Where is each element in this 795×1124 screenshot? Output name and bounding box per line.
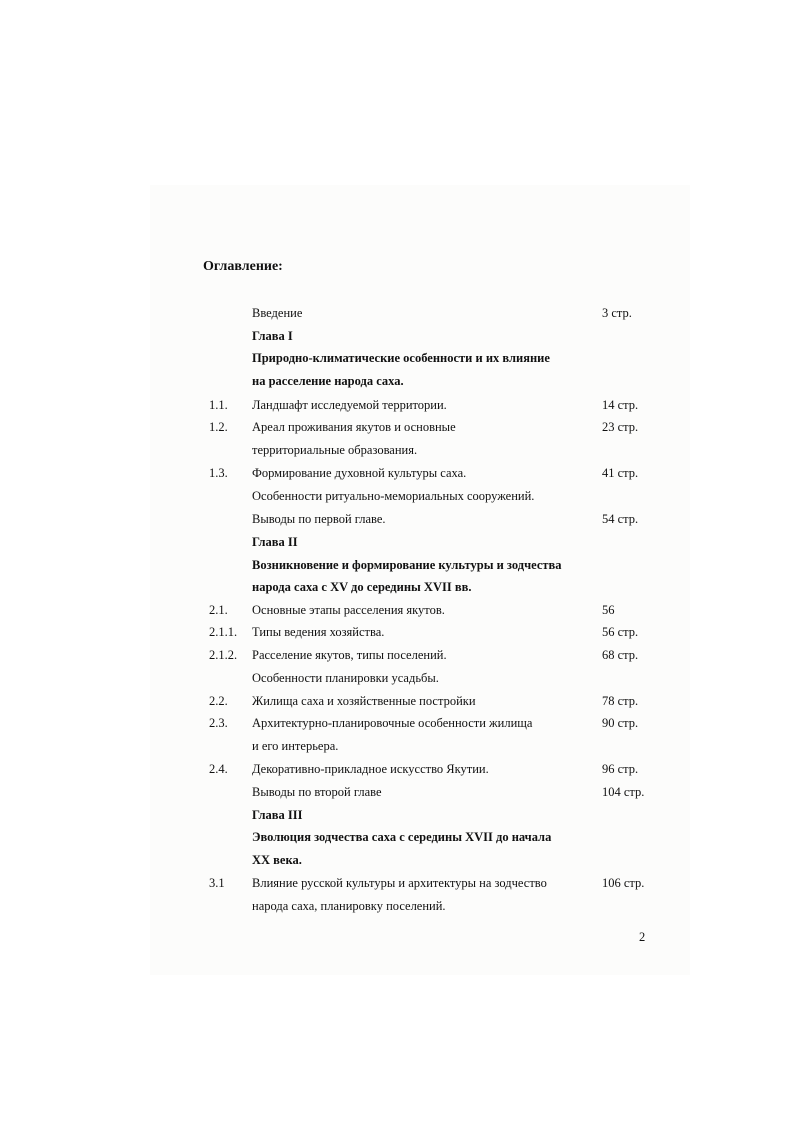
toc-row xyxy=(0,712,795,734)
toc-row-page: 54 стр. xyxy=(602,512,639,526)
toc-row-text: XX века. xyxy=(252,853,302,867)
toc-row-text: Декоративно-прикладное искусство Якутии. xyxy=(252,762,489,776)
toc-row xyxy=(0,621,795,643)
toc-row-page: 96 стр. xyxy=(602,762,639,776)
toc-row-page: 106 стр. xyxy=(602,876,645,890)
toc-row xyxy=(0,302,795,324)
toc-row xyxy=(0,416,795,438)
toc-chapter-heading xyxy=(0,804,795,826)
toc-row-number: 2.1. xyxy=(209,603,228,617)
toc-chapter-heading xyxy=(0,826,795,848)
toc-row-number: 1.2. xyxy=(209,420,228,434)
toc-chapter-heading xyxy=(0,576,795,598)
toc-row-text: Ареал проживания якутов и основные xyxy=(252,420,456,434)
toc-row-number: 2.1.1. xyxy=(209,625,238,639)
toc-row xyxy=(0,667,795,689)
toc-row xyxy=(0,462,795,484)
toc-row-text: Влияние русской культуры и архитектуры на зодчество xyxy=(252,876,547,890)
toc-row-text: на расселение народа саха. xyxy=(252,374,404,388)
toc-chapter-heading xyxy=(0,531,795,553)
toc-row xyxy=(0,439,795,461)
toc-row-text: Расселение якутов, типы поселений. xyxy=(252,648,447,662)
toc-row-page: 90 стр. xyxy=(602,716,639,730)
toc-row-number: 2.2. xyxy=(209,694,228,708)
toc-row-text: Жилища саха и хозяйственные постройки xyxy=(252,694,476,708)
toc-row xyxy=(0,690,795,712)
toc-row xyxy=(0,758,795,780)
toc-row-number: 2.1.2. xyxy=(209,648,238,662)
toc-row-text: Ландшафт исследуемой территории. xyxy=(252,398,447,412)
toc-row-text: Выводы по второй главе xyxy=(252,785,382,799)
toc-row-text: Эволюция зодчества саха с середины XVII до начала xyxy=(252,830,552,844)
toc-row xyxy=(0,895,795,917)
toc-row xyxy=(0,644,795,666)
toc-row-text: Глава III xyxy=(252,808,303,822)
toc-row-text: Особенности ритуально-мемориальных сооружений. xyxy=(252,489,535,503)
toc-row-page: 41 стр. xyxy=(602,466,639,480)
toc-row-page: 104 стр. xyxy=(602,785,645,799)
toc-row-text: Глава I xyxy=(252,329,293,343)
toc-row-text: Введение xyxy=(252,306,303,320)
toc-row-page: 56 стр. xyxy=(602,625,639,639)
toc-row-number: 1.3. xyxy=(209,466,228,480)
toc-row-text: Природно-климатические особенности и их влияние xyxy=(252,351,550,365)
toc-row-number: 2.3. xyxy=(209,716,228,730)
toc-row-text: Выводы по первой главе. xyxy=(252,512,386,526)
toc-row-text: территориальные образования. xyxy=(252,443,418,457)
toc-row-text: Особенности планировки усадьбы. xyxy=(252,671,439,685)
toc-row xyxy=(0,872,795,894)
toc-row-text: народа саха с XV до середины XVII вв. xyxy=(252,580,472,594)
toc-row-text: Глава II xyxy=(252,535,298,549)
toc-row-number: 2.4. xyxy=(209,762,228,776)
toc-row xyxy=(0,394,795,416)
toc-row-text: Основные этапы расселения якутов. xyxy=(252,603,445,617)
toc-row-text: и его интерьера. xyxy=(252,739,339,753)
toc-chapter-heading xyxy=(0,347,795,369)
toc-row xyxy=(0,781,795,803)
toc-row-text: Типы ведения хозяйства. xyxy=(252,625,385,639)
toc-chapter-heading xyxy=(0,849,795,871)
toc-row-number: 3.1 xyxy=(209,876,225,890)
toc-title: Оглавление: xyxy=(203,259,283,274)
toc-row-page: 78 стр. xyxy=(602,694,639,708)
toc-row-page: 3 стр. xyxy=(602,306,632,320)
toc-row xyxy=(0,735,795,757)
toc-row xyxy=(0,508,795,530)
toc-chapter-heading xyxy=(0,370,795,392)
toc-row-text: народа саха, планировку поселений. xyxy=(252,899,446,913)
toc-row xyxy=(0,485,795,507)
toc-row-text: Формирование духовной культуры саха. xyxy=(252,466,467,480)
toc-row-text: Архитектурно-планировочные особенности жилища xyxy=(252,716,533,730)
toc-row-page: 68 стр. xyxy=(602,648,639,662)
toc-row-number: 1.1. xyxy=(209,398,228,412)
toc-row-page: 56 xyxy=(602,603,615,617)
toc-chapter-heading xyxy=(0,554,795,576)
toc-row-page: 23 стр. xyxy=(602,420,639,434)
page-number: 2 xyxy=(639,930,646,944)
toc-row-text: Возникновение и формирование культуры и зодчества xyxy=(252,558,562,572)
toc-row xyxy=(0,599,795,621)
toc-chapter-heading xyxy=(0,325,795,347)
toc-row-page: 14 стр. xyxy=(602,398,639,412)
